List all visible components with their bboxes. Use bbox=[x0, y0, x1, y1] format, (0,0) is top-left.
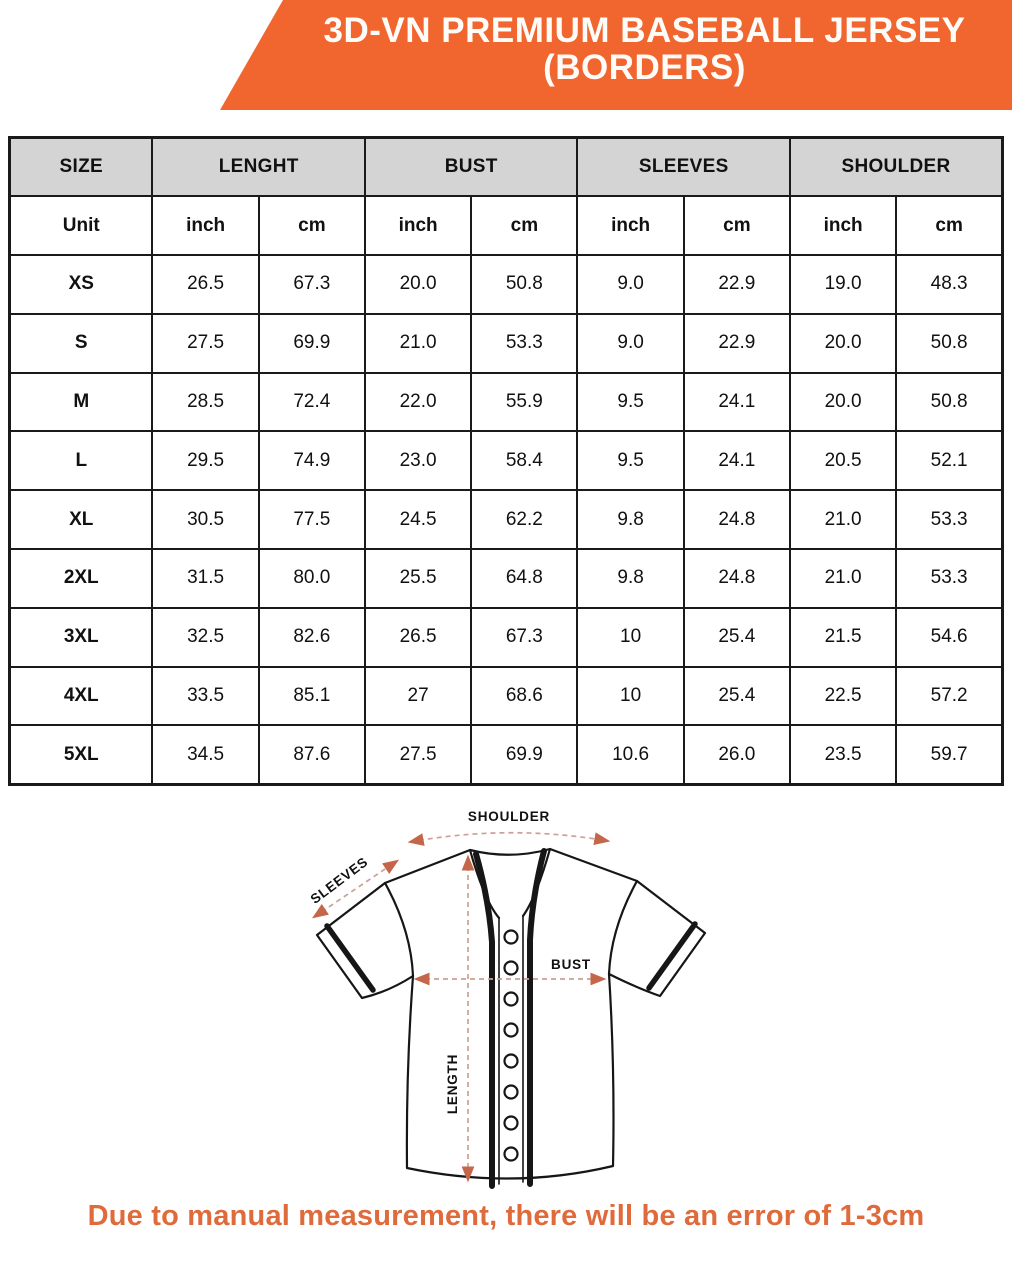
value-cell: 82.6 bbox=[259, 608, 365, 667]
value-cell: 21.0 bbox=[790, 490, 896, 549]
column-header-bust: BUST bbox=[365, 138, 578, 197]
unit-label-cell: Unit bbox=[10, 196, 153, 255]
value-cell: 21.0 bbox=[365, 314, 471, 373]
table-row bbox=[10, 255, 1003, 314]
value-cell: 24.1 bbox=[684, 373, 790, 432]
value-cell: 26.5 bbox=[152, 255, 258, 314]
value-cell: 10 bbox=[577, 608, 683, 667]
group-header-row bbox=[10, 138, 1003, 197]
value-cell: 33.5 bbox=[152, 667, 258, 726]
table-row bbox=[10, 667, 1003, 726]
value-cell: 53.3 bbox=[471, 314, 577, 373]
value-cell: 69.9 bbox=[259, 314, 365, 373]
value-cell: 24.5 bbox=[365, 490, 471, 549]
value-cell: 67.3 bbox=[471, 608, 577, 667]
length-label: LENGTH bbox=[445, 1053, 460, 1115]
value-cell: 26.0 bbox=[684, 725, 790, 784]
table-row bbox=[10, 490, 1003, 549]
value-cell: 25.4 bbox=[684, 608, 790, 667]
unit-cell: cm bbox=[471, 196, 577, 255]
value-cell: 52.1 bbox=[896, 431, 1002, 490]
value-cell: 53.3 bbox=[896, 490, 1002, 549]
value-cell: 10 bbox=[577, 667, 683, 726]
page-subtitle: (BORDERS) bbox=[543, 48, 746, 87]
size-cell: M bbox=[10, 373, 153, 432]
value-cell: 32.5 bbox=[152, 608, 258, 667]
value-cell: 80.0 bbox=[259, 549, 365, 608]
table-row bbox=[10, 608, 1003, 667]
value-cell: 55.9 bbox=[471, 373, 577, 432]
unit-cell: inch bbox=[152, 196, 258, 255]
unit-cell: cm bbox=[684, 196, 790, 255]
value-cell: 22.9 bbox=[684, 314, 790, 373]
value-cell: 9.5 bbox=[577, 431, 683, 490]
value-cell: 50.8 bbox=[896, 314, 1002, 373]
table-row bbox=[10, 373, 1003, 432]
value-cell: 59.7 bbox=[896, 725, 1002, 784]
unit-cell: cm bbox=[259, 196, 365, 255]
value-cell: 58.4 bbox=[471, 431, 577, 490]
value-cell: 19.0 bbox=[790, 255, 896, 314]
value-cell: 28.5 bbox=[152, 373, 258, 432]
value-cell: 54.6 bbox=[896, 608, 1002, 667]
value-cell: 27.5 bbox=[365, 725, 471, 784]
size-cell: 2XL bbox=[10, 549, 153, 608]
jersey-diagram bbox=[300, 800, 722, 1195]
value-cell: 67.3 bbox=[259, 255, 365, 314]
value-cell: 20.5 bbox=[790, 431, 896, 490]
page-title: 3D-VN PREMIUM BASEBALL JERSEY bbox=[323, 11, 966, 50]
unit-cell: cm bbox=[896, 196, 1002, 255]
value-cell: 22.5 bbox=[790, 667, 896, 726]
column-header-length: LENGHT bbox=[152, 138, 365, 197]
value-cell: 9.0 bbox=[577, 255, 683, 314]
value-cell: 22.9 bbox=[684, 255, 790, 314]
column-header-shoulder: SHOULDER bbox=[790, 138, 1003, 197]
value-cell: 77.5 bbox=[259, 490, 365, 549]
value-cell: 23.5 bbox=[790, 725, 896, 784]
unit-cell: inch bbox=[365, 196, 471, 255]
size-cell: 5XL bbox=[10, 725, 153, 784]
value-cell: 24.8 bbox=[684, 549, 790, 608]
column-header-size: SIZE bbox=[10, 138, 153, 197]
value-cell: 29.5 bbox=[152, 431, 258, 490]
value-cell: 9.8 bbox=[577, 490, 683, 549]
value-cell: 24.1 bbox=[684, 431, 790, 490]
value-cell: 24.8 bbox=[684, 490, 790, 549]
value-cell: 87.6 bbox=[259, 725, 365, 784]
title-block bbox=[283, 12, 1006, 86]
unit-cell: inch bbox=[790, 196, 896, 255]
value-cell: 48.3 bbox=[896, 255, 1002, 314]
value-cell: 72.4 bbox=[259, 373, 365, 432]
value-cell: 74.9 bbox=[259, 431, 365, 490]
value-cell: 57.2 bbox=[896, 667, 1002, 726]
value-cell: 9.0 bbox=[577, 314, 683, 373]
value-cell: 64.8 bbox=[471, 549, 577, 608]
table-row bbox=[10, 725, 1003, 784]
value-cell: 9.8 bbox=[577, 549, 683, 608]
value-cell: 22.0 bbox=[365, 373, 471, 432]
value-cell: 50.8 bbox=[896, 373, 1002, 432]
size-cell: XL bbox=[10, 490, 153, 549]
size-cell: 3XL bbox=[10, 608, 153, 667]
value-cell: 25.4 bbox=[684, 667, 790, 726]
value-cell: 30.5 bbox=[152, 490, 258, 549]
table-row bbox=[10, 549, 1003, 608]
table-row bbox=[10, 431, 1003, 490]
value-cell: 20.0 bbox=[365, 255, 471, 314]
column-header-sleeves: SLEEVES bbox=[577, 138, 790, 197]
value-cell: 20.0 bbox=[790, 373, 896, 432]
value-cell: 10.6 bbox=[577, 725, 683, 784]
value-cell: 27 bbox=[365, 667, 471, 726]
value-cell: 25.5 bbox=[365, 549, 471, 608]
value-cell: 23.0 bbox=[365, 431, 471, 490]
unit-row bbox=[10, 196, 1003, 255]
value-cell: 9.5 bbox=[577, 373, 683, 432]
table-row bbox=[10, 314, 1003, 373]
value-cell: 34.5 bbox=[152, 725, 258, 784]
value-cell: 62.2 bbox=[471, 490, 577, 549]
jersey-outline bbox=[317, 849, 705, 1186]
value-cell: 69.9 bbox=[471, 725, 577, 784]
value-cell: 27.5 bbox=[152, 314, 258, 373]
value-cell: 21.0 bbox=[790, 549, 896, 608]
value-cell: 50.8 bbox=[471, 255, 577, 314]
measurement-error-note: Due to manual measurement, there will be an error of 1-3cm bbox=[87, 1200, 925, 1232]
value-cell: 21.5 bbox=[790, 608, 896, 667]
value-cell: 31.5 bbox=[152, 549, 258, 608]
size-cell: XS bbox=[10, 255, 153, 314]
value-cell: 85.1 bbox=[259, 667, 365, 726]
size-chart-table bbox=[8, 136, 1004, 786]
size-cell: 4XL bbox=[10, 667, 153, 726]
bust-label: BUST bbox=[551, 957, 591, 972]
value-cell: 20.0 bbox=[790, 314, 896, 373]
size-cell: S bbox=[10, 314, 153, 373]
unit-cell: inch bbox=[577, 196, 683, 255]
value-cell: 26.5 bbox=[365, 608, 471, 667]
value-cell: 53.3 bbox=[896, 549, 1002, 608]
size-cell: L bbox=[10, 431, 153, 490]
shoulder-arrow bbox=[410, 833, 608, 842]
value-cell: 68.6 bbox=[471, 667, 577, 726]
shoulder-label: SHOULDER bbox=[467, 809, 551, 824]
sleeves-label: SLEEVES bbox=[307, 853, 371, 907]
size-chart-body bbox=[10, 196, 1003, 784]
